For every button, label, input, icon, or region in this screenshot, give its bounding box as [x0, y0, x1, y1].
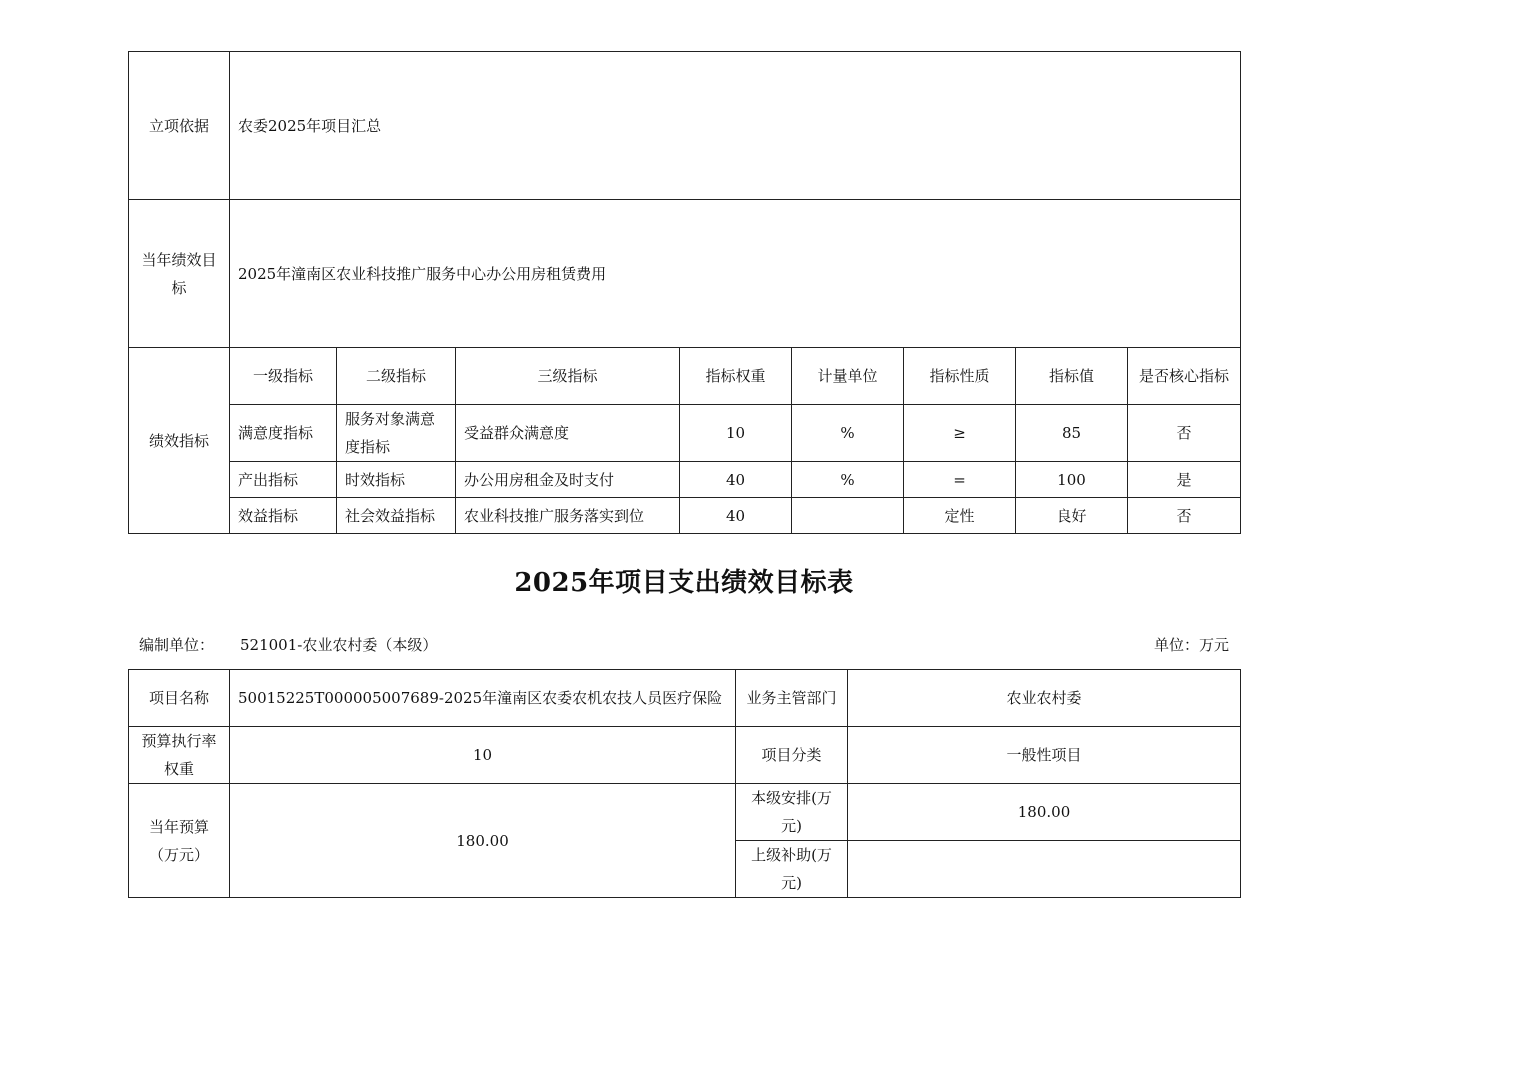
goal-value: 2025年潼南区农业科技推广服务中心办公用房租赁费用	[230, 200, 1241, 348]
category-label: 项目分类	[736, 727, 848, 784]
header-unit: 计量单位	[792, 348, 904, 405]
cell-value: 100	[1016, 462, 1128, 498]
header-level1: 一级指标	[230, 348, 337, 405]
performance-table-top	[128, 51, 1241, 534]
indicators-label: 绩效指标	[129, 348, 230, 534]
budget-value: 180.00	[230, 784, 736, 898]
cell-level3: 办公用房租金及时支付	[456, 462, 680, 498]
cell-unit: %	[792, 462, 904, 498]
dept-label: 业务主管部门	[736, 670, 848, 727]
unit-value: 521001-农业农村委（本级）	[240, 636, 438, 654]
project-name-label: 项目名称	[129, 670, 230, 727]
local-label: 本级安排(万元)	[736, 784, 848, 841]
exec-rate-label: 预算执行率权重	[129, 727, 230, 784]
header-core: 是否核心指标	[1128, 348, 1241, 405]
header-weight: 指标权重	[680, 348, 792, 405]
table-row	[129, 405, 1241, 462]
cell-weight: 40	[680, 498, 792, 534]
project-name-value: 50015225T000005007689-2025年潼南区农委农机农技人员医疗保险	[230, 670, 736, 727]
page-title: 2025年项目支出绩效目标表	[514, 568, 854, 598]
cell-core: 是	[1128, 462, 1241, 498]
cell-unit: %	[792, 405, 904, 462]
cell-nature: 定性	[904, 498, 1016, 534]
header-level3: 三级指标	[456, 348, 680, 405]
cell-value: 良好	[1016, 498, 1128, 534]
cell-level1: 产出指标	[230, 462, 337, 498]
cell-value: 85	[1016, 405, 1128, 462]
cell-core: 否	[1128, 405, 1241, 462]
cell-level1: 效益指标	[230, 498, 337, 534]
cell-weight: 40	[680, 462, 792, 498]
cell-level1: 满意度指标	[230, 405, 337, 462]
header-value: 指标值	[1016, 348, 1128, 405]
project-info-table	[128, 669, 1241, 898]
budget-label: 当年预算（万元）	[129, 784, 230, 898]
cell-nature: ≥	[904, 405, 1016, 462]
dept-value: 农业农村委	[848, 670, 1241, 727]
category-value: 一般性项目	[848, 727, 1241, 784]
cell-nature: =	[904, 462, 1016, 498]
cell-core: 否	[1128, 498, 1241, 534]
cell-level2: 服务对象满意度指标	[337, 405, 456, 462]
cell-level2: 社会效益指标	[337, 498, 456, 534]
basis-label: 立项依据	[129, 52, 230, 200]
upper-value	[848, 841, 1241, 898]
exec-rate-value: 10	[230, 727, 736, 784]
table-row	[129, 498, 1241, 534]
local-value: 180.00	[848, 784, 1241, 841]
basis-value: 农委2025年项目汇总	[230, 52, 1241, 200]
cell-level3: 受益群众满意度	[456, 405, 680, 462]
cell-unit	[792, 498, 904, 534]
header-nature: 指标性质	[904, 348, 1016, 405]
currency-label: 单位：万元	[1153, 636, 1229, 654]
upper-label: 上级补助(万元)	[736, 841, 848, 898]
cell-level2: 时效指标	[337, 462, 456, 498]
cell-weight: 10	[680, 405, 792, 462]
unit-label: 编制单位：	[139, 636, 215, 654]
cell-level3: 农业科技推广服务落实到位	[456, 498, 680, 534]
goal-label: 当年绩效目标	[129, 200, 230, 348]
table-row	[129, 462, 1241, 498]
header-level2: 二级指标	[337, 348, 456, 405]
